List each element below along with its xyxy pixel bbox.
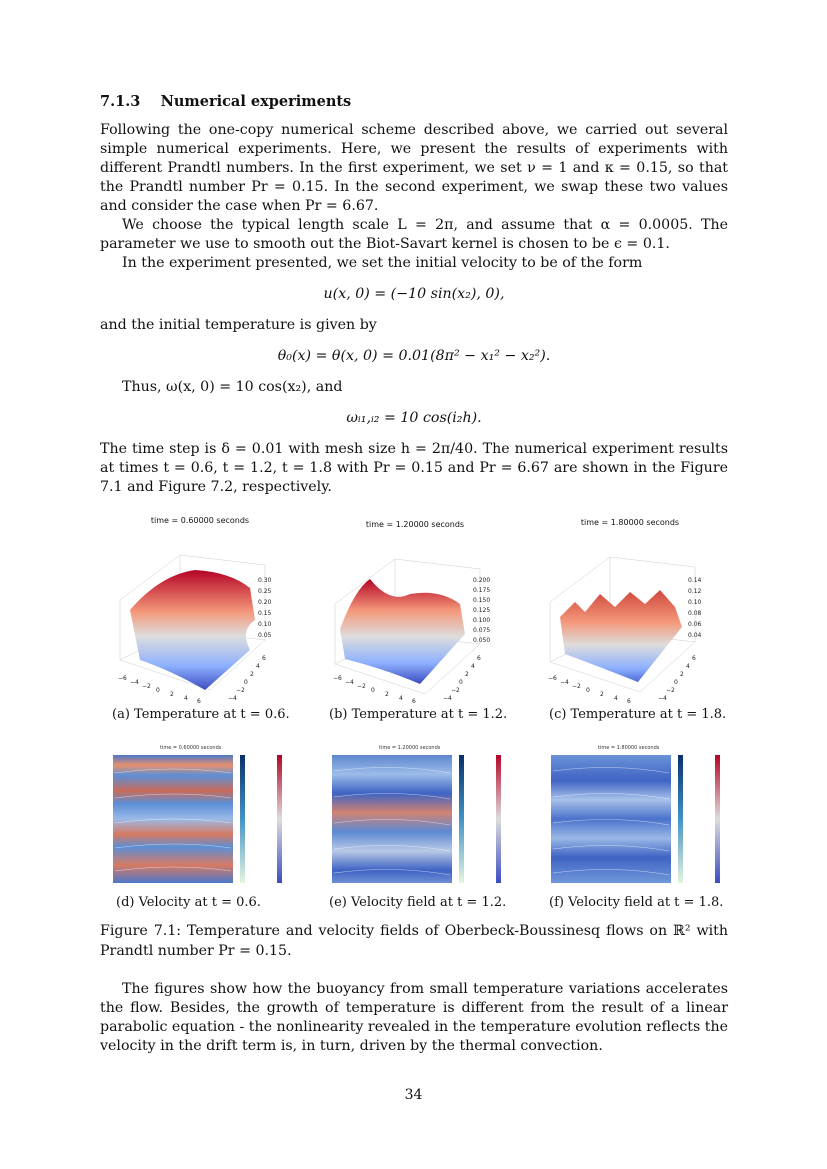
y-axis-ticks <box>658 655 696 702</box>
closing-paragraph <box>100 980 728 1056</box>
svg-text:0: 0 <box>586 687 590 694</box>
svg-text:2: 2 <box>465 671 469 678</box>
paragraph-6: The time step is δ = 0.01 with mesh size h = 2π/40. The numerical experiment results at times t = 0.6, t = 1.2, t = 1.8 with Pr = 0.15 and Pr = 6.67 are shown in the Figure 7.1 and Figure 7.2, respectively. <box>100 441 728 495</box>
svg-text:0.15: 0.15 <box>258 610 272 617</box>
velocity-plot-e <box>324 743 524 893</box>
panel-title: time = 0.60000 seconds <box>150 516 250 525</box>
panel-c <box>530 513 730 713</box>
svg-text:4: 4 <box>614 695 618 702</box>
panel-b <box>315 515 515 715</box>
y-axis-ticks <box>443 655 481 702</box>
panel-d <box>105 743 305 899</box>
temperature-surface <box>130 570 255 690</box>
panel-title: time = 1.80000 seconds <box>580 518 680 527</box>
svg-text:0.30: 0.30 <box>258 577 272 584</box>
figure-7-1 <box>100 511 728 959</box>
svg-text:6: 6 <box>692 655 696 662</box>
svg-text:6: 6 <box>627 698 631 705</box>
svg-text:0.125: 0.125 <box>473 607 491 614</box>
caption-c: (c) Temperature at t = 1.8. <box>549 707 727 722</box>
svg-text:0.05: 0.05 <box>258 632 272 639</box>
svg-text:−4: −4 <box>658 695 667 702</box>
surface-plot-a <box>100 530 300 705</box>
paragraph-1: Following the one-copy numerical scheme described above, we carried out several simple numerical experiments. Here, we present the results of experiments with different Prandtl numbers. In the first experiment, we set ν = 1 and κ = 0.15, so that the Prandtl number Pr = 0.15. In the second experiment, we swap these two values and consider the case when Pr = 6.67. <box>100 122 728 214</box>
panel-f <box>543 743 743 899</box>
panel-a <box>100 511 300 711</box>
svg-text:6: 6 <box>197 698 201 705</box>
panel-title: time = 1.20000 seconds <box>379 745 441 751</box>
equation-vorticity: ωᵢ₁,ᵢ₂ = 10 cos(i₂h). <box>346 410 482 426</box>
section-title: Numerical experiments <box>160 93 352 110</box>
svg-text:0.25: 0.25 <box>258 588 272 595</box>
svg-text:6: 6 <box>412 698 416 705</box>
colorbar-blue <box>459 755 464 883</box>
svg-text:4: 4 <box>184 695 188 702</box>
x-axis-ticks <box>548 675 631 705</box>
paragraph-3: In the experiment presented, we set the initial velocity to be of the form <box>122 255 643 271</box>
page-number: 34 <box>404 1087 423 1103</box>
svg-text:−4: −4 <box>345 679 354 686</box>
svg-text:0: 0 <box>244 679 248 686</box>
svg-text:0.050: 0.050 <box>473 637 491 644</box>
caption-f: (f) Velocity field at t = 1.8. <box>549 895 724 910</box>
panel-title: time = 0.60000 seconds <box>160 745 222 751</box>
caption-d: (d) Velocity at t = 0.6. <box>116 895 261 910</box>
svg-text:−2: −2 <box>142 683 151 690</box>
svg-text:0.14: 0.14 <box>688 577 702 584</box>
svg-text:−6: −6 <box>333 675 342 682</box>
colorbar-blue <box>678 755 683 883</box>
paragraph-2: We choose the typical length scale L = 2π, and assume that α = 0.0005. The parameter we use to smooth out the Biot-Savart kernel is chosen to be ϵ = 0.1. <box>100 217 728 252</box>
svg-text:0.12: 0.12 <box>688 588 702 595</box>
colorbar-red <box>277 755 282 883</box>
svg-text:0.08: 0.08 <box>688 610 702 617</box>
svg-text:−4: −4 <box>443 695 452 702</box>
svg-text:4: 4 <box>686 663 690 670</box>
svg-text:0.100: 0.100 <box>473 617 491 624</box>
svg-text:0: 0 <box>459 679 463 686</box>
colorbar-blue <box>240 755 245 883</box>
velocity-field <box>332 755 452 883</box>
paragraph-4: and the initial temperature is given by <box>100 317 377 333</box>
svg-text:2: 2 <box>385 691 389 698</box>
svg-text:−4: −4 <box>228 695 237 702</box>
svg-text:4: 4 <box>256 663 260 670</box>
svg-text:−4: −4 <box>560 679 569 686</box>
svg-text:0.20: 0.20 <box>258 599 272 606</box>
panel-e <box>324 743 524 899</box>
svg-text:4: 4 <box>471 663 475 670</box>
section-number: 7.1.3 <box>100 93 141 110</box>
svg-text:0.150: 0.150 <box>473 597 491 604</box>
panel-title: time = 1.20000 seconds <box>365 520 465 529</box>
svg-text:4: 4 <box>399 695 403 702</box>
z-axis-ticks <box>473 577 490 644</box>
svg-text:2: 2 <box>170 691 174 698</box>
caption-a: (a) Temperature at t = 0.6. <box>112 707 290 722</box>
paragraph-5: Thus, ω(x, 0) = 10 cos(x₂), and <box>122 379 343 395</box>
svg-text:2: 2 <box>680 671 684 678</box>
x-axis-ticks <box>333 675 416 705</box>
svg-text:0.06: 0.06 <box>688 621 702 628</box>
svg-text:0.10: 0.10 <box>688 599 702 606</box>
closing-text: The figures show how the buoyancy from small temperature variations accelerates the flow. Besides, the growth of temperature is different from the result of a linear parabolic equation - the nonlinearity revealed in the temperature evolution reflects the velocity in the drift term is, in turn, driven by the thermal convection. <box>100 981 728 1054</box>
surface-plot-b <box>315 534 515 709</box>
svg-text:−4: −4 <box>130 679 139 686</box>
svg-text:0.10: 0.10 <box>258 621 272 628</box>
svg-text:−2: −2 <box>666 687 675 694</box>
velocity-plot-d <box>105 743 305 893</box>
svg-text:−6: −6 <box>118 675 127 682</box>
svg-text:0.075: 0.075 <box>473 627 491 634</box>
equation-velocity: u(x, 0) = (−10 sin(x₂), 0), <box>323 286 505 302</box>
svg-text:0.200: 0.200 <box>473 577 491 584</box>
svg-text:−6: −6 <box>548 675 557 682</box>
caption-b: (b) Temperature at t = 1.2. <box>329 707 508 722</box>
temperature-surface <box>560 590 682 682</box>
figure-caption: Figure 7.1: Temperature and velocity fields of Oberbeck-Boussinesq flows on ℝ² with Prandtl number Pr = 0.15. <box>100 923 728 959</box>
temperature-surface <box>340 579 465 684</box>
svg-text:0.04: 0.04 <box>688 632 702 639</box>
svg-text:−2: −2 <box>572 683 581 690</box>
section-heading <box>100 92 728 111</box>
velocity-field <box>551 755 671 883</box>
svg-text:−2: −2 <box>451 687 460 694</box>
equation-temperature: θ₀(x) = θ(x, 0) = 0.01(8π² − x₁² − x₂²). <box>277 348 551 364</box>
svg-text:−2: −2 <box>357 683 366 690</box>
caption-e: (e) Velocity field at t = 1.2. <box>329 895 507 910</box>
panel-title: time = 1.80000 seconds <box>598 745 660 751</box>
svg-text:6: 6 <box>262 655 266 662</box>
svg-text:6: 6 <box>477 655 481 662</box>
page-body <box>100 88 728 959</box>
svg-text:0: 0 <box>371 687 375 694</box>
svg-text:0: 0 <box>156 687 160 694</box>
svg-text:2: 2 <box>600 691 604 698</box>
svg-text:−2: −2 <box>236 687 245 694</box>
surface-plot-c <box>530 532 730 707</box>
svg-text:0: 0 <box>674 679 678 686</box>
velocity-plot-f <box>543 743 743 893</box>
svg-text:0.175: 0.175 <box>473 587 491 594</box>
colorbar-red <box>715 755 720 883</box>
colorbar-red <box>496 755 501 883</box>
svg-text:2: 2 <box>250 671 254 678</box>
